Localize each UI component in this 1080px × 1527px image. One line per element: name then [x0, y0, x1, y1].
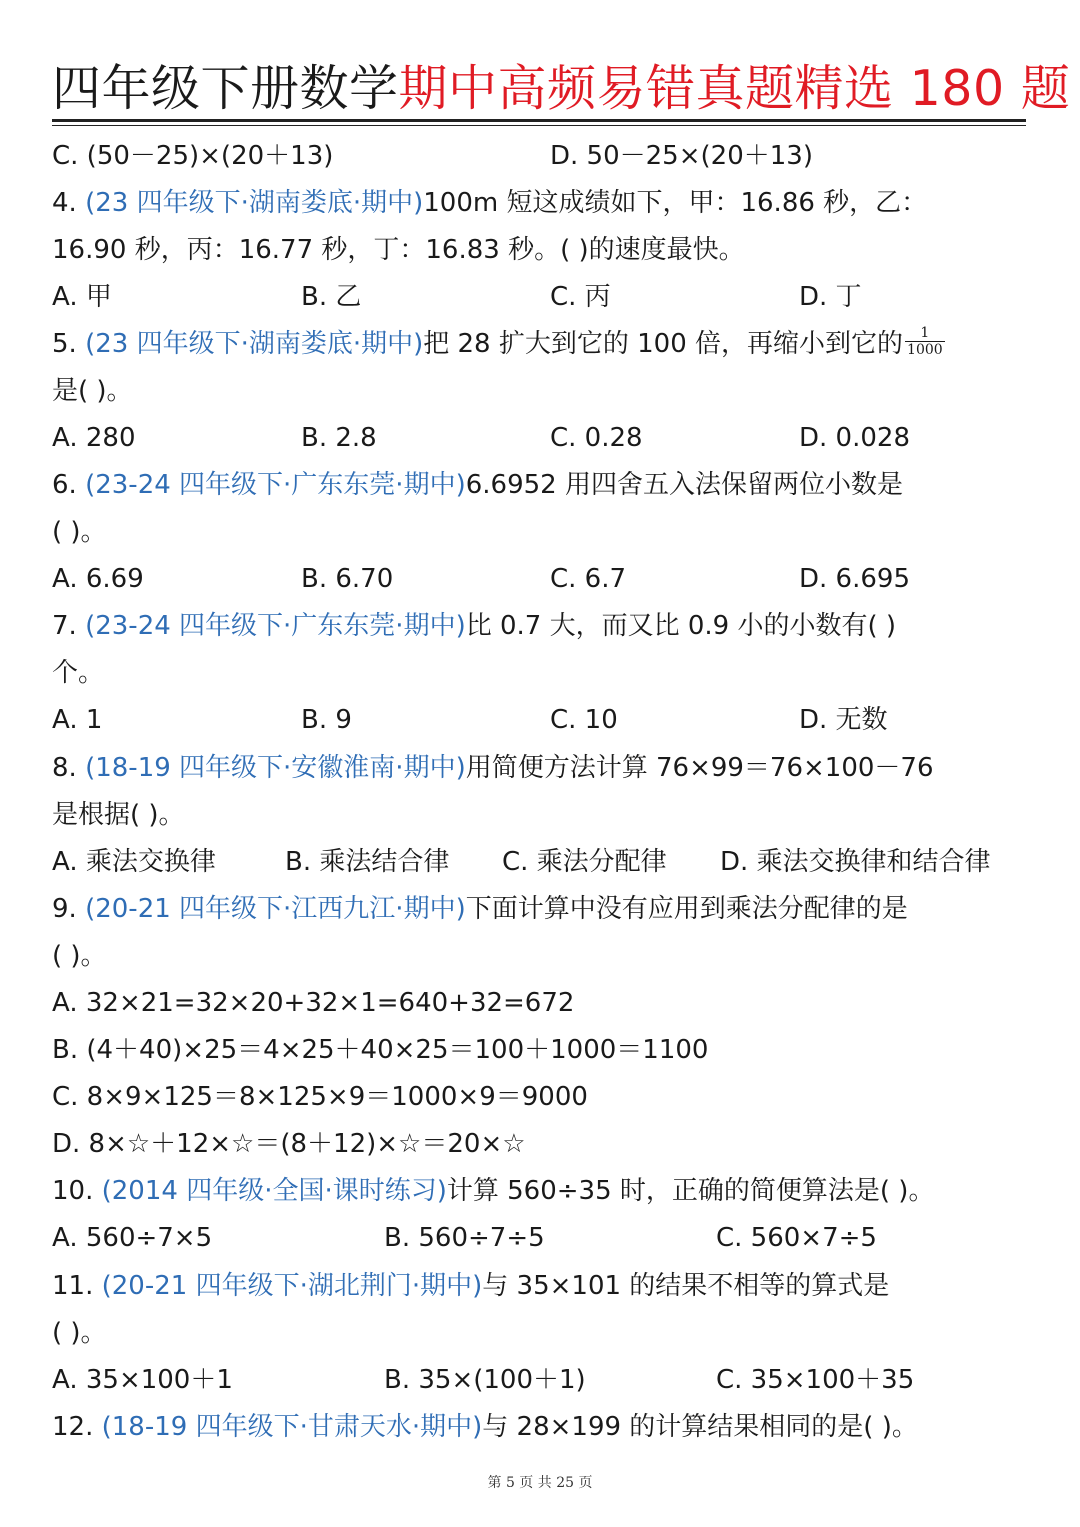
question-9-stem	[52, 887, 1042, 931]
question-text: 计算 560÷35 时，正确的简便算法是( )。	[446, 1176, 935, 1206]
question-number: 12.	[52, 1412, 102, 1442]
q6-options	[52, 557, 1042, 601]
page-footer: 第 5 页 共 25 页	[487, 1475, 593, 1491]
option-d: D. 丁	[799, 282, 862, 312]
option-a: A. 1	[52, 705, 103, 735]
fraction-numerator: 1	[905, 325, 945, 342]
option-c: C. 乘法分配律	[502, 847, 667, 877]
question-12-stem	[52, 1405, 1042, 1449]
q11-options	[52, 1358, 1042, 1402]
fraction-denominator: 1000	[907, 342, 943, 358]
question-7-stem	[52, 604, 1042, 648]
title-black-part: 四年级下册数学	[52, 60, 399, 117]
fraction	[905, 325, 945, 358]
question-4-stem-cont: 16.90 秒，丙：16.77 秒，丁：16.83 秒。( )的速度最快。	[52, 235, 745, 265]
question-11-stem-cont: ( )。	[52, 1318, 107, 1348]
option-a: A. 乘法交换律	[52, 847, 216, 877]
option-c: C. 6.7	[550, 564, 627, 594]
question-8-stem-cont: 是根据( )。	[52, 800, 185, 830]
question-5-stem	[52, 322, 1042, 366]
q8-options	[52, 840, 1042, 884]
question-11-stem	[52, 1264, 1042, 1308]
q9-option-c: C. 8×9×125＝8×125×9＝1000×9＝9000	[52, 1082, 588, 1112]
option-a: A. 35×100＋1	[52, 1365, 233, 1395]
page-title	[52, 58, 1071, 120]
question-source: (23 四年级下·湖南娄底·期中)	[85, 329, 424, 359]
option-a: A. 280	[52, 423, 136, 453]
question-6-stem	[52, 463, 1042, 507]
q4-options	[52, 275, 1042, 319]
option-d: D. 无数	[799, 705, 888, 735]
question-source: (23 四年级下·湖南娄底·期中)	[85, 188, 424, 218]
title-red-part: 期中高频易错真题精选 180 题	[398, 60, 1071, 117]
question-number: 4.	[52, 188, 86, 218]
question-source: (20-21 四年级下·江西九江·期中)	[85, 894, 466, 924]
question-source: (20-21 四年级下·湖北荆门·期中)	[101, 1271, 483, 1301]
q10-options	[52, 1216, 1042, 1260]
question-text: 用简便方法计算 76×99＝76×100－76	[465, 753, 934, 783]
question-text: 比 0.7 大，而又比 0.9 小的小数有( )	[465, 611, 897, 641]
question-source: (18-19 四年级下·安徽淮南·期中)	[85, 753, 466, 783]
question-5-stem-cont: 是( )。	[52, 376, 133, 406]
question-number: 11.	[52, 1271, 102, 1301]
question-text: 100m 短这成绩如下，甲：16.86 秒，乙：	[423, 188, 928, 218]
question-number: 6.	[52, 470, 86, 500]
option-c: C. 丙	[550, 282, 611, 312]
option-c: C. 10	[550, 705, 618, 735]
option-c: C. 0.28	[550, 423, 643, 453]
question-source: (23-24 四年级下·广东东莞·期中)	[85, 611, 466, 641]
question-text: 与 35×101 的结果不相等的算式是	[482, 1271, 890, 1301]
option-b: B. 6.70	[301, 564, 394, 594]
title-rule-thick	[52, 119, 1026, 122]
option-a: A. 560÷7×5	[52, 1223, 213, 1253]
q9-option-a: A. 32×21=32×20+32×1=640+32=672	[52, 988, 575, 1018]
question-text: 与 28×199 的计算结果相同的是( )。	[482, 1412, 918, 1442]
question-7-stem-cont: 个。	[52, 658, 105, 688]
q3-options	[52, 134, 1042, 178]
option-c: C. 560×7÷5	[716, 1223, 877, 1253]
question-text: 把 28 扩大到它的 100 倍，再缩小到它的	[423, 329, 904, 359]
q9-option-d: D. 8×☆＋12×☆＝(8＋12)×☆＝20×☆	[52, 1129, 526, 1159]
question-text: 6.6952 用四舍五入法保留两位小数是	[465, 470, 903, 500]
option-c: C. 35×100＋35	[716, 1365, 915, 1395]
option-a: A. 6.69	[52, 564, 144, 594]
q9-option-b: B. (4＋40)×25＝4×25＋40×25＝100＋1000＝1100	[52, 1035, 709, 1065]
title-rule-thin	[52, 125, 1026, 126]
question-8-stem	[52, 746, 1042, 790]
question-source: (18-19 四年级下·甘肃天水·期中)	[101, 1412, 483, 1442]
question-9-stem-cont: ( )。	[52, 941, 107, 971]
option-b: B. 2.8	[301, 423, 377, 453]
question-source: (23-24 四年级下·广东东莞·期中)	[85, 470, 466, 500]
question-number: 8.	[52, 753, 86, 783]
question-number: 7.	[52, 611, 86, 641]
question-text: 下面计算中没有应用到乘法分配律的是	[465, 894, 908, 924]
question-number: 10.	[52, 1176, 102, 1206]
question-10-stem	[52, 1169, 1042, 1213]
option-d: D. 乘法交换律和结合律	[720, 847, 991, 877]
option-c: C. (50－25)×(20＋13)	[52, 141, 334, 171]
option-b: B. 35×(100＋1)	[384, 1365, 586, 1395]
question-number: 9.	[52, 894, 86, 924]
option-b: B. 乘法结合律	[285, 847, 450, 877]
q5-options	[52, 416, 1042, 460]
option-d: D. 0.028	[799, 423, 910, 453]
question-6-stem-cont: ( )。	[52, 517, 107, 547]
option-d: D. 50－25×(20＋13)	[550, 141, 813, 171]
question-source: (2014 四年级·全国·课时练习)	[101, 1176, 447, 1206]
option-b: B. 乙	[301, 282, 362, 312]
option-a: A. 甲	[52, 282, 112, 312]
option-b: B. 9	[301, 705, 352, 735]
question-4-stem	[52, 181, 1042, 225]
q7-options	[52, 698, 1042, 742]
option-b: B. 560÷7÷5	[384, 1223, 545, 1253]
question-number: 5.	[52, 329, 86, 359]
option-d: D. 6.695	[799, 564, 910, 594]
